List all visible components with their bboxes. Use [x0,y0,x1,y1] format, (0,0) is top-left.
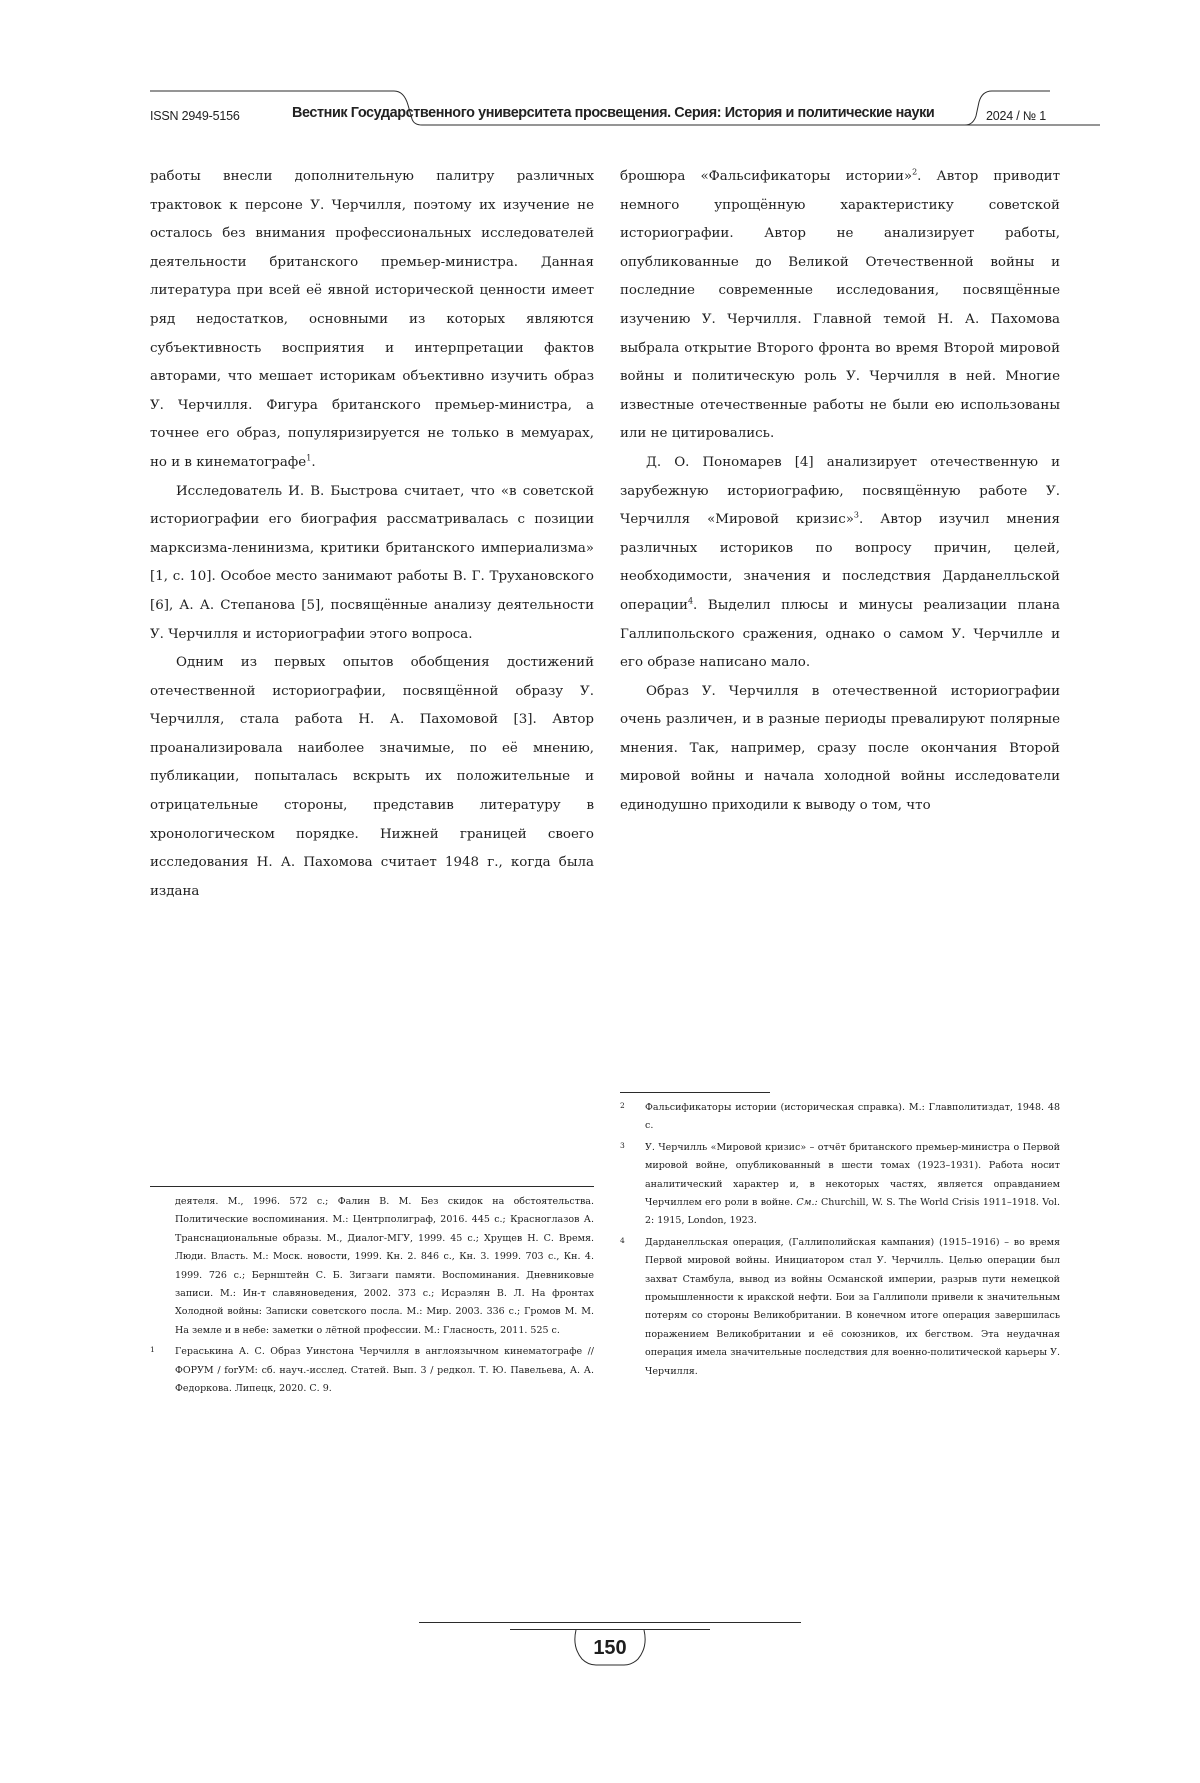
right-paragraph-3: Образ У. Черчилля в отечественной историографии очень различен, и в разные периоды превалируют полярные мнения. Так, например, сразу после окончания Второй мировой войны и начала холодной войны исследователи единодушно приходили к выводу о том, что [620,683,1060,814]
header-issue: 2024 / № 1 [986,109,1047,123]
page-number-rule-top [419,1622,801,1623]
left-footnotes [150,1193,594,1398]
right-column-body [620,163,1060,821]
right-footnotes [620,1099,1060,1381]
footnote-continued: деятеля. М., 1996. 572 с.; Фалин В. М. Без скидок на обстоятельства. Политические воспоминания. М.: Центрполиграф, 2016. 445 с.; Красноглазов А. Транснациональные образы. М., Диалог-МГУ, 1999. 45 с.; Хрущев Н. С. Время. Люди. Власть. М.: Моск. новости, 1999. Кн. 2. 846 с., Кн. 3. 1999. 703 с., Кн. 4. 1999. 726 с.; Бернштейн С. Б. Зигзаги памяти. Воспоминания. Дневниковые записи. М.: Ин-т славяноведения, 2002. 373 с.; Исраэлян В. Л. На фронтах Холодной войны: Записки советского посла. М.: Мир. 2003. 336 с.; Громов М. М. На земле и в небе: заметки о лётной профессии. М.: Гласность, 2011. 525 с. [175,1196,594,1336]
footnote-3-see: См.: [796,1197,818,1209]
footnote-4-number: 4 [620,1235,625,1245]
footnote-2-number: 2 [620,1101,625,1110]
left-column-body [150,163,594,906]
right-footnote-separator [620,1092,770,1093]
footnote-3: 3 У. Черчилль «Мировой кризис» – отчёт британского премьер-министра о Первой мировой войне, опубликованный в шести томах (1923–1931). Работа носит аналитический характер и, в некоторых частях, является оправданием Черчиллем его роли в войне. См.: Churchill, W. S. The World Crisis 1911–1918. Vol. 2: 1915, London, 1923. [620,1140,1060,1227]
footnote-3-number: 3 [620,1140,625,1150]
header-issn: ISSN 2949-5156 [150,109,240,123]
footnote-4: 4 Дарданелльская операция, (Галлиполийская кампания) (1915–1916) – во время Первой мировой войны. Инициатором стал У. Черчилль. Целью операции был захват Стамбула, вывод из войны Османской империи, разрыв пути немецкой промышленности к иракской нефти. Бои за Галлиполи привели к значительным потерям со стороны Великобритании. В конечном итоге операция завершилась поражением Великобритании и её союзников, их бегством. Эта неудачная операция имела значительные последствия для военно-политической карьеры У. Черчилля. [620,1235,1060,1377]
footnote-2: 2 Фальсификаторы истории (историческая справка). М.: Главполитиздат, 1948. 48 с. [620,1101,1060,1132]
footnote-ref-4[interactable]: 4 [687,596,694,606]
footnote-ref-1[interactable]: 1 [306,453,312,463]
page-number: 150 [593,1637,627,1659]
left-paragraph-3: Одним из первых опытов обобщения достижений отечественной историографии, посвящённой образу У. Черчилля, стала работа Н. А. Пахомовой [3]. Автор проанализировала наиболее значимые, по её мнению, публикации, попыталась вскрыть их положительные и отрицательные стороны, представив литературу в хронологическом порядке. Нижней границей своего исследования Н. А. Пахомова считает 1948 г., когда была издана [150,655,594,899]
left-paragraph-1: работы внесли дополнительную палитру различных трактовок к персоне У. Черчилля, поэтому их изучение не осталось без внимания профессиональных исследователей деятельности британского премьер-министра. Данная литература при всей её явной исторической ценности имеет ряд недостатков, основными из которых являются субъективность восприятия и интерпретации фактов авторами, что мешает историкам объективно изучить образ У. Черчилля. Фигура британского премьер-министра, а точнее его образ, популяризируется не только в мемуарах, но и в кинематографе$^1$. [150,169,594,470]
right-paragraph-2: Д. О. Пономарев [4] анализирует отечественную и зарубежную историографию, посвящённую работе У. Черчилля «Мировой кризис»$^3$. Автор изучил мнения различных историков по вопросу причин, целей, необходимости, значения и последствия Дарданелльской операции$^4$. Выделил плюсы и минусы реализации плана Галлипольского сражения, однако о самом У. Черчилле и его образе написано мало. [620,454,1060,671]
header-journal-title: Вестник Государственного университета просвещения. Серия: История и политические науки [292,105,935,121]
left-footnote-separator [150,1186,594,1187]
footnote-1-number: 1 [150,1345,155,1355]
right-paragraph-1: брошюра «Фальсификаторы истории»$^2$. Автор приводит немного упрощённую характеристику советской историографии. Автор не анализирует работы, опубликованные до Великой Отечественной войны и последние современные исследования, посвящённые изучению У. Черчилля. Главной темой Н. А. Пахомова выбрала открытие Второго фронта во время Второй мировой войны и политическую роль У. Черчилля в ней. Многие известные отечественные работы не были ею использованы или не цитировались. [620,167,1060,442]
footnote-1: 1 Гераськина А. С. Образ Уинстона Черчилля в англоязычном кинематографе // ФОРУМ / forУМ: сб. науч.-исслед. Статей. Вып. 3 / редкол. Т. Ю. Павельева, А. А. Федоркова. Липецк, 2020. С. 9. [150,1345,594,1395]
left-paragraph-2: Исследователь И. В. Быстрова считает, что «в советской историографии его биография рассматривалась с позиции марксизма-ленинизма, критики британского империализма» [1, с. 10]. Особое место занимают работы В. Г. Трухановского [6], А. А. Степанова [5], посвящённые анализу деятельности У. Черчилля и историографии этого вопроса. [150,483,594,642]
footnote-ref-2[interactable]: 2 [912,167,918,177]
footnote-ref-3[interactable]: 3 [853,510,859,520]
